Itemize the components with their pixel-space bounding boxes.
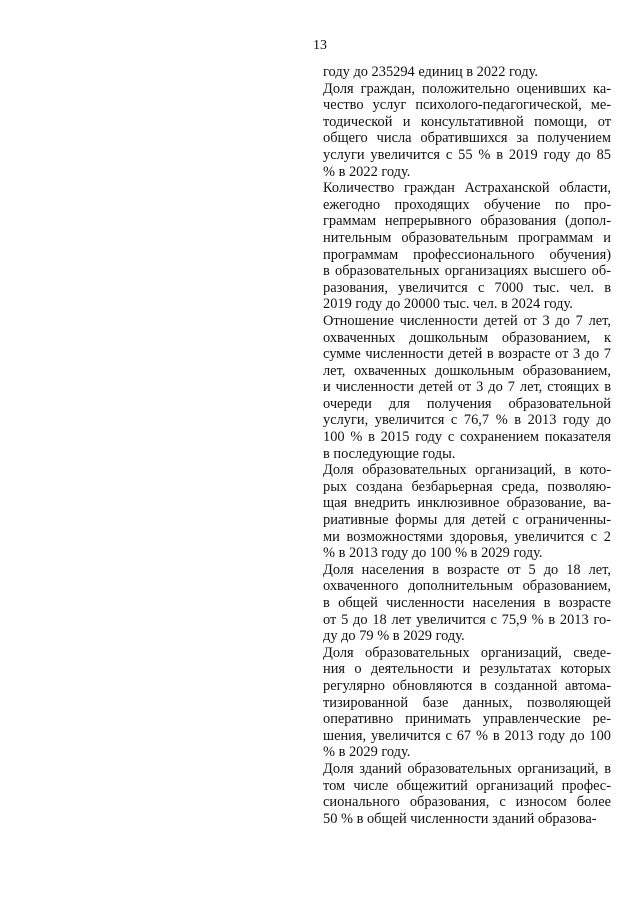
- text-line: рых создана безбарьерная среда, позволяю-: [323, 478, 611, 495]
- text-line: программам профессионального обучения): [323, 246, 611, 263]
- text-line: в последующие годы.: [323, 445, 456, 462]
- paragraph: [323, 761, 611, 827]
- text-line: году до 235294 единиц в 2022 году.: [323, 64, 539, 80]
- paragraph: [323, 180, 611, 313]
- text-line: и численности детей от 3 до 7 лет, стоящих в: [323, 379, 611, 396]
- text-column: [323, 64, 611, 827]
- text-line: нительным образовательным программам и: [323, 229, 611, 246]
- paragraph: [323, 562, 611, 645]
- text-line: чество услуг психолого-педагогической, ме-: [323, 97, 611, 114]
- text-line: шения, увеличится с 67 % в 2013 году до 100: [323, 727, 611, 744]
- text-line: Доля образовательных организаций, в кото-: [323, 462, 611, 479]
- text-line: лет, охваченных дошкольным образованием,: [323, 362, 611, 379]
- text-line: общего числа обратившихся за получением: [323, 130, 611, 147]
- text-line: риативные формы для детей с ограниченны-: [323, 512, 611, 529]
- text-line: 2019 году до 20000 тыс. чел. в 2024 году.: [323, 296, 573, 313]
- paragraph: [323, 462, 611, 562]
- text-line: Доля образовательных организаций, сведе-: [323, 644, 611, 661]
- text-line: Количество граждан Астраханской области,: [323, 180, 611, 197]
- text-line: регулярно обновляются в созданной автома-: [323, 677, 611, 694]
- text-line: том числе общежитий организаций профес-: [323, 777, 611, 794]
- text-line: оперативно принимать управленческие ре-: [323, 711, 611, 728]
- text-line: 100 % в 2015 году с сохранением показателя: [323, 429, 611, 446]
- text-line: ежегодно проходящих обучение по про-: [323, 196, 611, 213]
- text-line: ния о деятельности и результатах которых: [323, 661, 611, 678]
- text-line: 50 % в общей численности зданий образова-: [323, 810, 597, 827]
- text-line: Доля населения в возрасте от 5 до 18 лет,: [323, 561, 611, 578]
- paragraph: [323, 64, 611, 81]
- text-line: охваченного дополнительным образованием,: [323, 578, 611, 595]
- paragraph: [323, 81, 611, 181]
- text-line: % в 2013 году до 100 % в 2029 году.: [323, 545, 543, 562]
- text-line: услуги увеличится с 55 % в 2019 году до 85: [323, 146, 611, 163]
- text-line: щая внедрить инклюзивное образование, ва-: [323, 495, 611, 512]
- text-line: очереди для получения образовательной: [323, 395, 611, 412]
- text-line: от 5 до 18 лет увеличится с 75,9 % в 2013 го-: [323, 611, 611, 628]
- text-line: в общей численности населения в возрасте: [323, 595, 611, 611]
- text-line: сионального образования, с износом более: [323, 794, 611, 811]
- text-line: граммам непрерывного образования (допол-: [323, 213, 611, 230]
- text-line: Отношение численности детей от 3 до 7 лет,: [323, 312, 611, 329]
- text-line: тизированной базе данных, позволяющей: [323, 694, 611, 711]
- text-line: Доля граждан, положительно оценивших ка-: [323, 80, 611, 97]
- paragraph: [323, 645, 611, 761]
- text-line: охваченных дошкольным образованием, к: [323, 329, 611, 346]
- text-line: услуги, увеличится с 76,7 % в 2013 году до: [323, 412, 611, 429]
- text-line: ми возможностями здоровья, увеличится с 2: [323, 528, 611, 545]
- text-line: % в 2022 году.: [323, 163, 411, 180]
- text-line: в образовательных организациях высшего об-: [323, 263, 611, 280]
- text-line: разования, увеличится с 7000 тыс. чел. в: [323, 279, 611, 296]
- text-line: тодической и консультативной помощи, от: [323, 113, 611, 130]
- text-line: Доля зданий образовательных организаций, в: [323, 760, 611, 777]
- page-number: 13: [313, 38, 327, 53]
- paragraph: [323, 313, 611, 462]
- text-line: ду до 79 % в 2029 году.: [323, 628, 465, 645]
- text-line: % в 2029 году.: [323, 744, 411, 761]
- text-line: сумме численности детей в возрасте от 3 до 7: [323, 346, 611, 363]
